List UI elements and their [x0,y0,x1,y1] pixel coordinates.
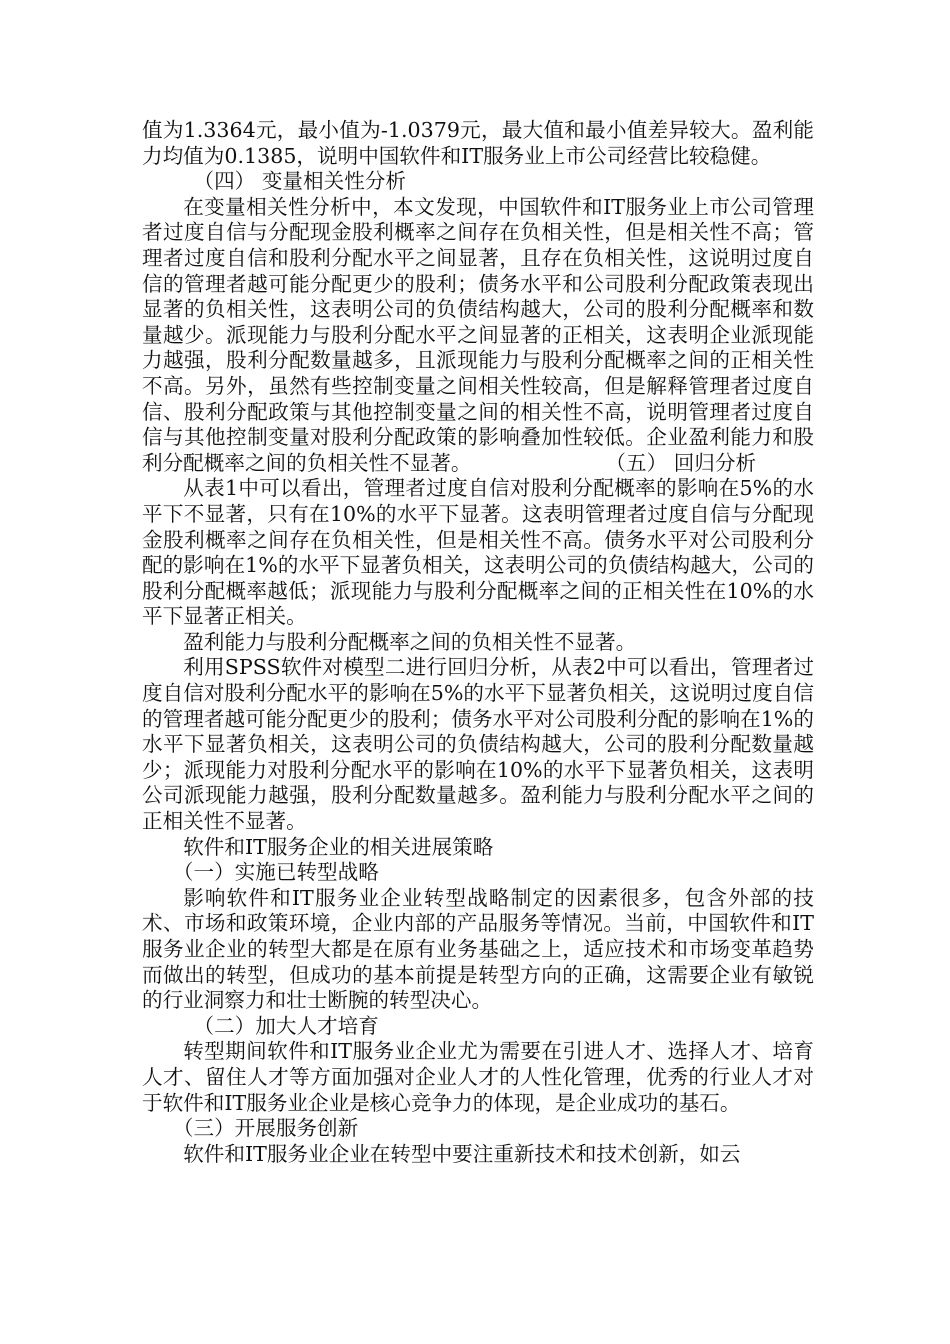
heading-strategy-2: （二）加大人才培育 [193,1013,379,1038]
paragraph-correlation-text: 在变量相关性分析中，本文发现，中国软件和IT服务业上市公司管理者过度自信与分配现金股利概率之间存在负相关性，但是相关性不高；管理者过度自信和股利分配水平之间显著，且存在负相关性，这说明过度自信的管理者越可能分配更少的股利；债务水平和公司股利分配政策表现出显著的负相关性，这表明公司的负债结构越大，公司的股利分配概率和数量越少。派现能力与股利分配水平之间显著的正相关，这表明企业派现能力越强，股利分配数量越多，且派现能力与股利分配概率之间的正相关性不高。另外，虽然有些控制变量之间相关性较高，但是解释管理者过度自信、股利分配政策与其他控制变量之间的相关性不高，说明管理者过度自信与其他控制变量对股利分配政策的影响叠加性较低。企业盈利能力和股利分配概率之间的负相关性不显著。 [142,194,814,475]
paragraph-regression-table2: 利用SPSS软件对模型二进行回归分析，从表2中可以看出，管理者过度自信对股利分配水平的影响在5%的水平下显著负相关，这说明过度自信的管理者越可能分配更少的股利；债务水平对公司股利分配的影响在1%的水平下显著负相关，这表明公司的负债结构越大，公司的股利分配数量越少；派现能力对股利分配水平的影响在10%的水平下显著负相关，这表明公司派现能力越强，股利分配数量越多。盈利能力与股利分配水平之间的正相关性不显著。 [142,655,814,834]
paragraph-profitability: 盈利能力与股利分配概率之间的负相关性不显著。 [183,629,637,654]
paragraph-strategy-2: 转型期间软件和IT服务业企业尤为需要在引进人才、选择人才、培育人才、留住人才等方面加强对企业人才的人性化管理，优秀的行业人才对于软件和IT服务业企业是核心竞争力的体现，是企业成功的基石。 [142,1039,814,1115]
heading-strategy: 软件和IT服务企业的相关进展策略 [183,834,494,859]
paragraph-strategy-3: 软件和IT服务业企业在转型中要注重新技术和技术创新，如云 [183,1141,741,1166]
heading-strategy-3: （三）开展服务创新 [172,1116,359,1141]
document-page [142,118,814,1167]
paragraph-strategy-1: 影响软件和IT服务业企业转型战略制定的因素很多，包含外部的技术、市场和政策环境，企业内部的产品服务等情况。当前，中国软件和IT服务业企业的转型大都是在原有业务基础之上，适应技术和市场变革趋势而做出的转型，但成功的基本前提是转型方向的正确，这需要企业有敏锐的行业洞察力和壮士断腕的转型决心。 [142,885,814,1013]
heading-strategy-1: （一）实施已转型战略 [172,860,379,885]
paragraph-descriptive-stats: 值为1.3364元，最小值为-1.0379元，最大值和最小值差异较大。盈利能力均值为0.1385，说明中国软件和IT服务业上市公司经营比较稳健。 [142,118,814,168]
paragraph-correlation-analysis [142,195,814,477]
heading-correlation-analysis: （四） 变量相关性分析 [193,169,406,194]
paragraph-regression-table1: 从表1中可以看出，管理者过度自信对股利分配概率的影响在5%的水平下不显著，只有在10%的水平下显著。这表明管理者过度自信与分配现金股利概率之间存在负相关性，但是相关性不高。债务水平对公司股利分配的影响在1%的水平下显著负相关，这表明公司的负债结构越大，公司的股利分配概率越低；派现能力与股利分配概率之间的正相关性在10%的水平下显著正相关。 [142,476,814,629]
heading-regression-analysis: （五） 回归分析 [605,450,757,475]
